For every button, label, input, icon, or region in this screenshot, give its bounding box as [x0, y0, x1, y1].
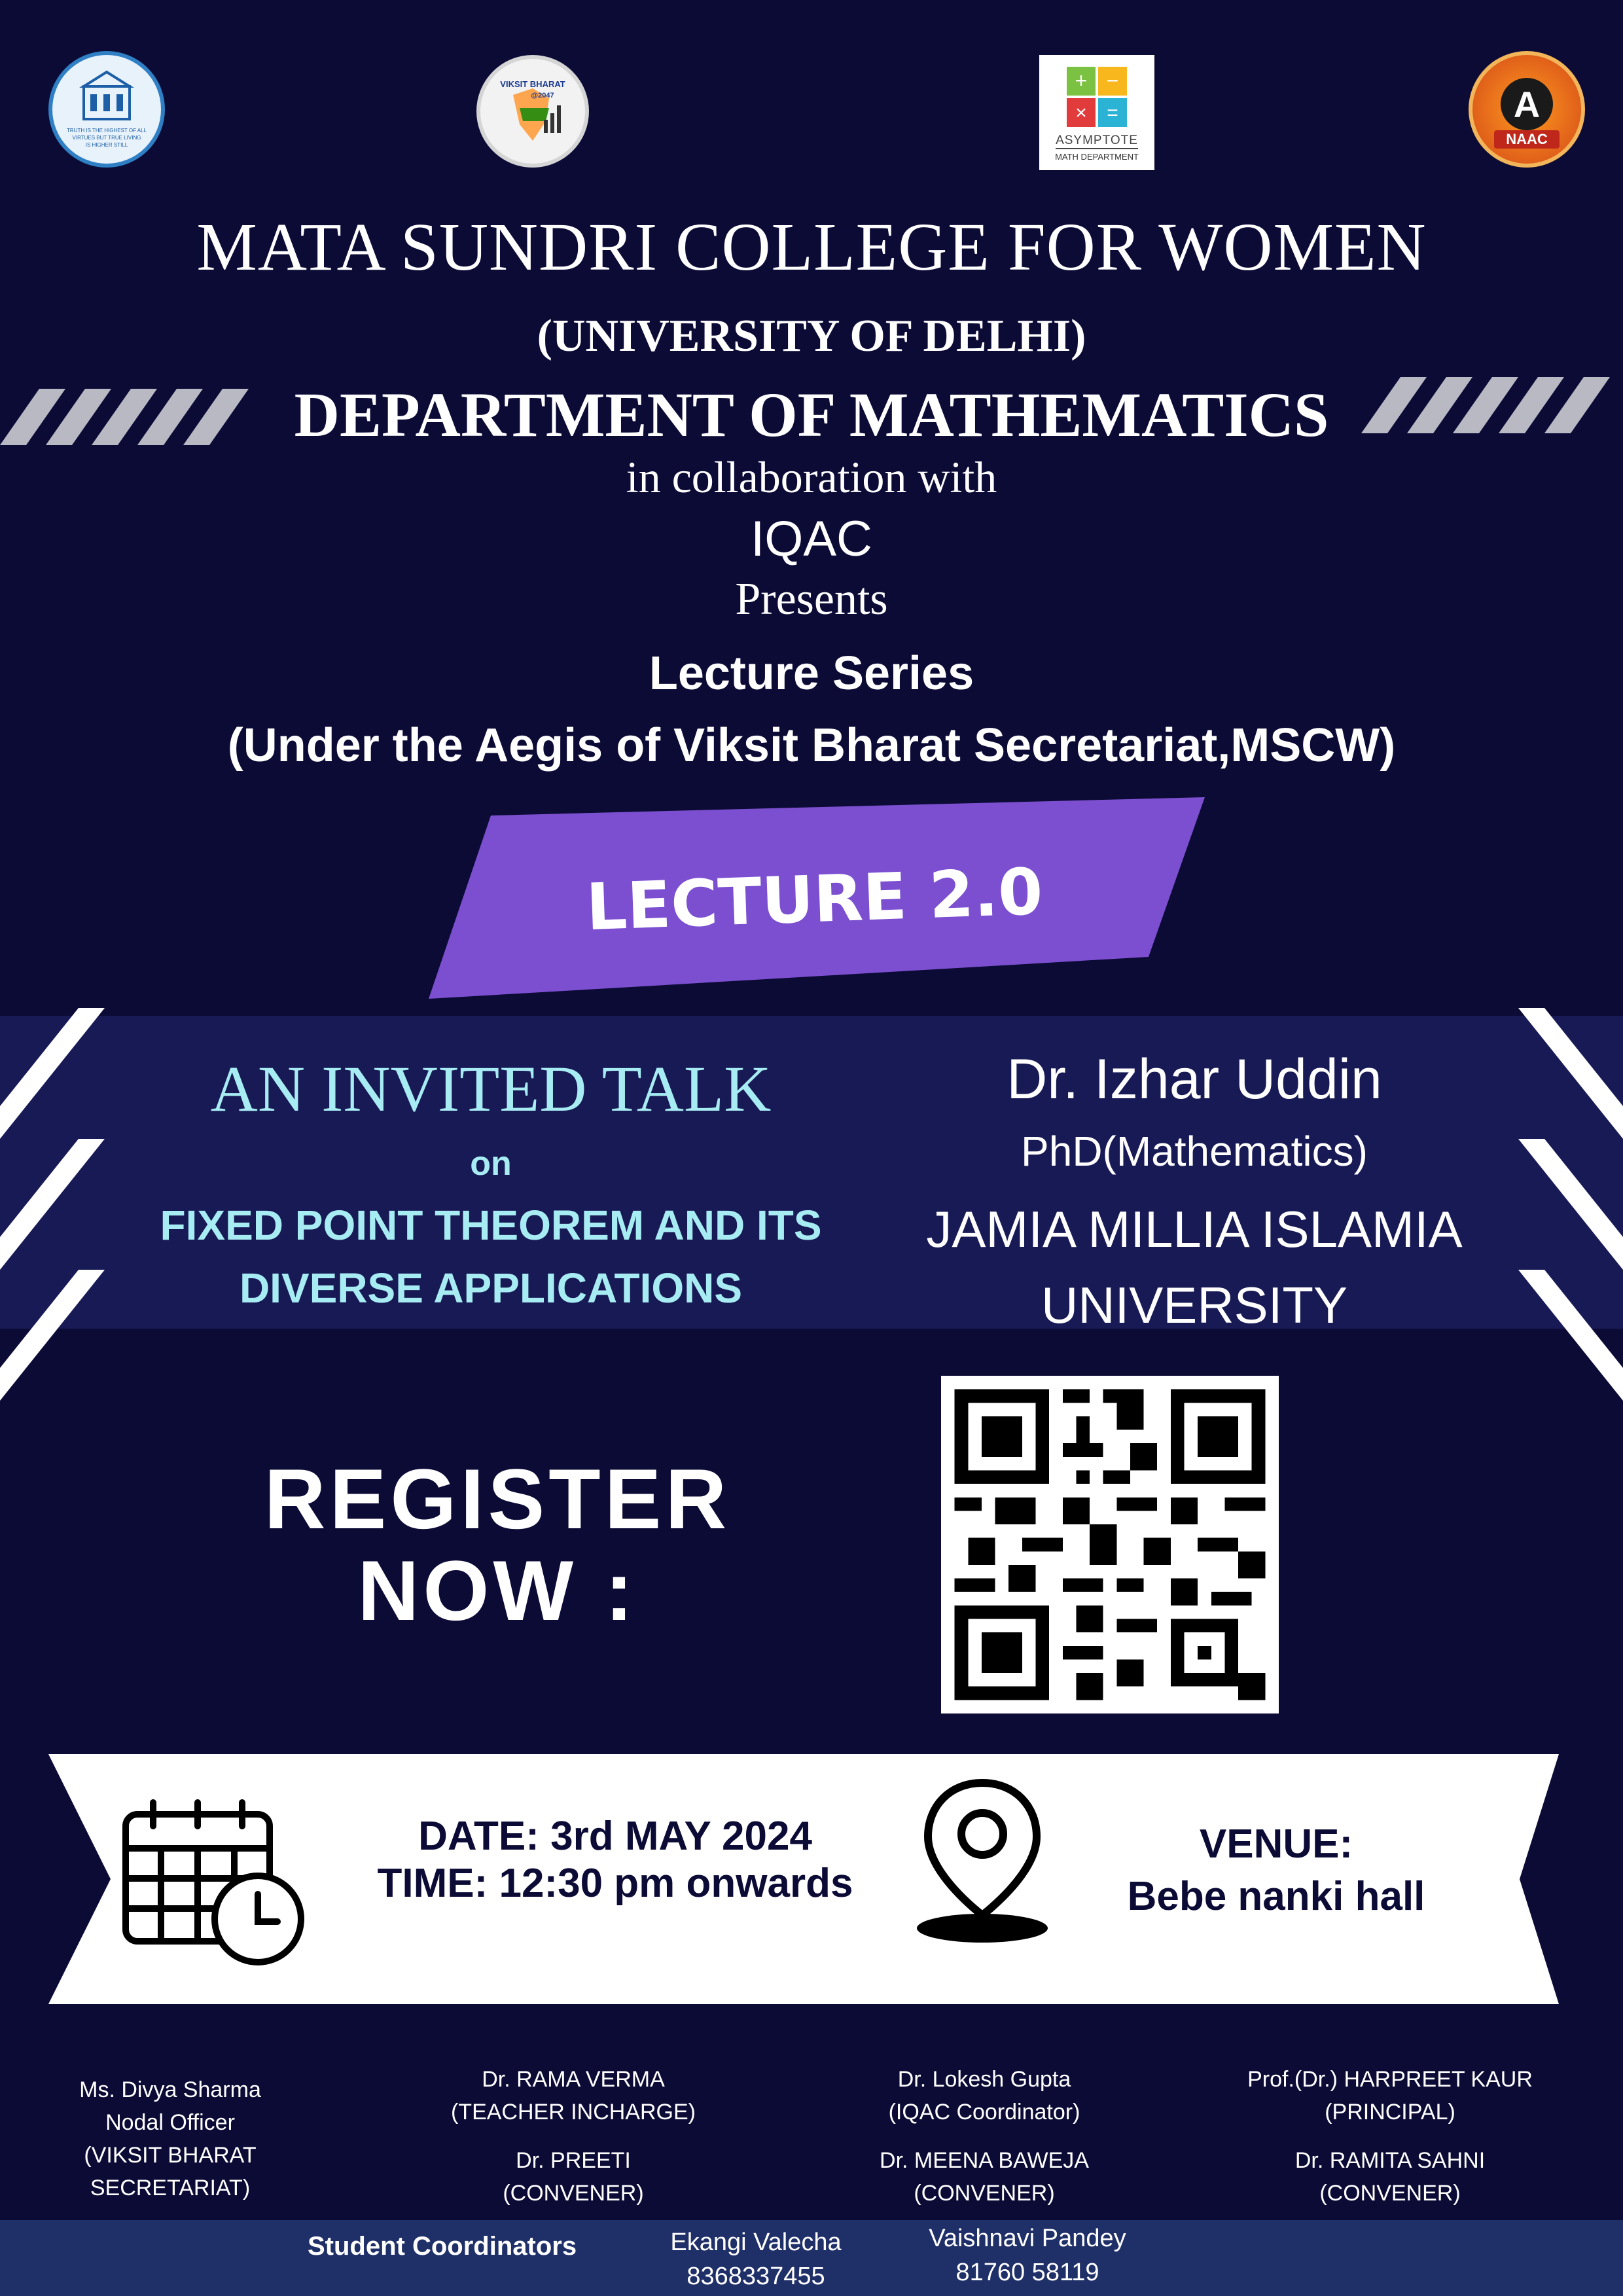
person-teacher-incharge — [390, 2063, 757, 2210]
university-title: (UNIVERSITY OF DELHI) — [537, 311, 1086, 361]
asymptote-logo — [1039, 55, 1154, 170]
institution-line2: UNIVERSITY — [1041, 1276, 1348, 1334]
person-line: Dr. Lokesh Gupta — [897, 2067, 1071, 2092]
on-text: on — [470, 1145, 512, 1183]
college-logo — [48, 51, 165, 168]
naac-logo — [1469, 51, 1585, 168]
venue-name: Bebe nanki hall — [1127, 1874, 1425, 1919]
svg-text:TRUTH IS THE HIGHEST OF ALL: TRUTH IS THE HIGHEST OF ALL — [67, 128, 147, 134]
person-line: (CONVENER) — [1319, 2181, 1461, 2206]
event-time: TIME: 12:30 pm onwards — [377, 1861, 853, 1906]
lecture-series: Lecture Series — [649, 647, 974, 700]
badge-label: LECTURE 2.0 — [584, 854, 1044, 946]
person-line: Dr. PREETI — [516, 2148, 631, 2173]
speaker-institution — [890, 1191, 1499, 1343]
viksit-line2: @2047 — [531, 92, 554, 99]
college-emblem-icon — [58, 60, 156, 158]
speaker-qualification: PhD(Mathematics) — [1021, 1128, 1368, 1175]
person-line: (TEACHER INCHARGE) — [450, 2100, 696, 2125]
iqac-text: IQAC — [751, 511, 872, 567]
coordinator-1-phone: 8368337455 — [687, 2263, 825, 2290]
qr-code-icon — [941, 1376, 1279, 1713]
person-line: Ms. Divya Sharma — [79, 2077, 261, 2102]
person-line: SECRETARIAT) — [90, 2176, 251, 2200]
person-principal — [1207, 2063, 1573, 2210]
naac-label: NAAC — [1506, 131, 1548, 147]
viksit-bharat-logo — [476, 55, 589, 168]
svg-text:=: = — [1107, 101, 1118, 124]
spacer — [390, 2128, 757, 2144]
person-line: Dr. RAMITA SAHNI — [1294, 2148, 1486, 2173]
person-iqac-coordinator — [801, 2063, 1168, 2210]
person-line: (CONVENER) — [914, 2181, 1055, 2206]
student-coordinators-label: Student Coordinators — [308, 2232, 577, 2261]
asymptote-sub: MATH DEPARTMENT — [1055, 151, 1139, 162]
naac-grade: A — [1513, 84, 1541, 125]
invited-talk-heading: AN INVITED TALK — [210, 1052, 772, 1125]
venue-label: VENUE: — [1199, 1821, 1353, 1867]
register-line2: NOW : — [357, 1543, 637, 1638]
talk-topic — [92, 1194, 890, 1319]
person-line: Prof.(Dr.) HARPREET KAUR — [1247, 2067, 1533, 2092]
aegis-text: (Under the Aegis of Viksit Bharat Secretariat,MSCW) — [227, 719, 1396, 772]
coordinator-2-phone: 81760 58119 — [955, 2259, 1099, 2286]
location-pin-icon — [914, 1776, 1051, 1946]
event-datetime — [308, 1813, 923, 1907]
spacer — [1207, 2128, 1573, 2144]
presents-text: Presents — [735, 574, 888, 624]
asymptote-icon — [1064, 64, 1130, 130]
calendar-clock-icon — [120, 1796, 310, 1967]
person-line: (PRINCIPAL) — [1325, 2100, 1455, 2125]
person-line: Nodal Officer — [105, 2110, 235, 2135]
institution-line1: JAMIA MILLIA ISLAMIA — [926, 1200, 1463, 1258]
topic-line2: DIVERSE APPLICATIONS — [239, 1265, 743, 1312]
qr-code[interactable] — [941, 1376, 1279, 1713]
speaker-name: Dr. Izhar Uddin — [1007, 1048, 1382, 1111]
collab-text: in collaboration with — [626, 452, 997, 502]
viksit-line1: VIKSIT BHARAT — [500, 79, 565, 89]
person-line: Dr. RAMA VERMA — [482, 2067, 665, 2092]
topic-line1: FIXED POINT THEOREM AND ITS — [160, 1202, 822, 1249]
svg-text:IS HIGHER STILL: IS HIGHER STILL — [85, 142, 128, 148]
coordinator-2 — [910, 2221, 1145, 2289]
right-chevrons — [1512, 1008, 1623, 1414]
college-title: MATA SUNDRI COLLEGE FOR WOMEN — [196, 209, 1427, 285]
asymptote-name: ASYMPTOTE — [1056, 134, 1138, 149]
register-now — [131, 1453, 864, 1636]
person-line: Dr. MEENA BAWEJA — [880, 2148, 1089, 2173]
person-line: (CONVENER) — [503, 2181, 644, 2206]
naac-grade-icon — [1474, 57, 1579, 162]
department-title: DEPARTMENT OF MATHEMATICS — [294, 380, 1329, 450]
event-venue — [1060, 1818, 1492, 1923]
event-date: DATE: 3rd MAY 2024 — [418, 1814, 812, 1859]
coordinator-2-name: Vaishnavi Pandey — [929, 2225, 1126, 2252]
viksit-bharat-icon — [484, 62, 582, 160]
svg-text:−: − — [1106, 68, 1119, 92]
svg-text:+: + — [1075, 68, 1088, 92]
person-nodal-officer — [0, 2073, 353, 2204]
svg-text:VIRTUES BUT TRUE LIVING: VIRTUES BUT TRUE LIVING — [72, 135, 141, 141]
spacer — [801, 2128, 1168, 2144]
person-line: (IQAC Coordinator) — [888, 2100, 1080, 2125]
coordinator-1-name: Ekangi Valecha — [670, 2229, 842, 2256]
coordinator-1 — [648, 2225, 864, 2293]
register-line1: REGISTER — [264, 1451, 731, 1547]
svg-text:×: × — [1075, 101, 1087, 124]
lecture-badge — [429, 797, 1205, 999]
person-line: (VIKSIT BHARAT — [84, 2143, 257, 2168]
